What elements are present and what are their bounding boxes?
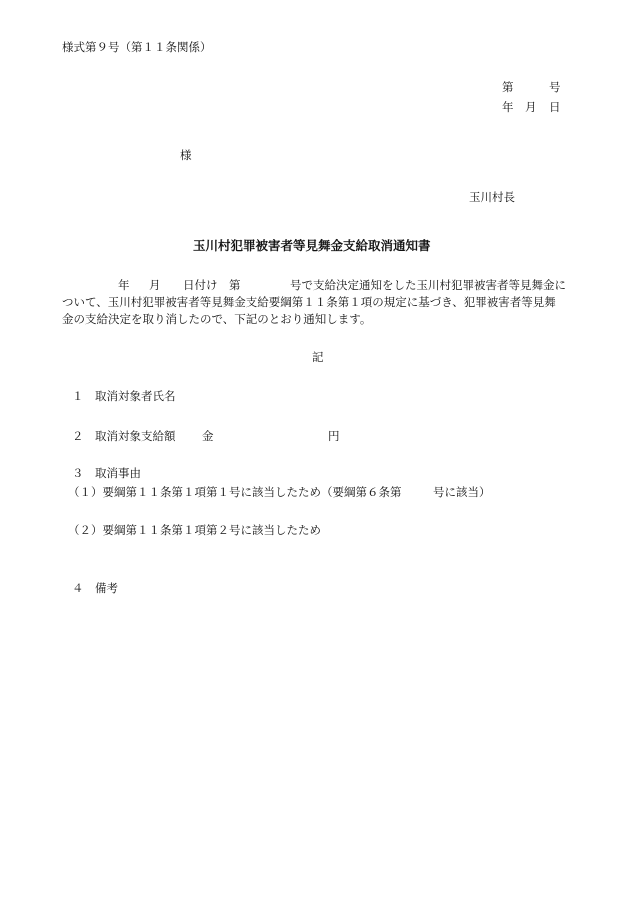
reason1-prefix: （１）要綱第１１条第１項第１号に該当したため（要綱第６条第	[68, 485, 402, 499]
body-line3: 金の支給決定を取り消したので、下記のとおり通知します。	[62, 312, 372, 326]
item3-label: ３ 取消事由	[72, 466, 141, 480]
item2-kin: 金	[202, 429, 214, 443]
recipient-suffix: 様	[180, 148, 192, 162]
date-month: 月	[525, 100, 537, 114]
reason2: （２）要綱第１１条第１項第２号に該当したため	[68, 523, 321, 537]
item2-label: ２ 取消対象支給額	[72, 429, 176, 443]
document-title: 玉川村犯罪被害者等見舞金支給取消通知書	[193, 238, 431, 253]
body-line1-rest: 号で支給決定通知をした玉川村犯罪被害者等見舞金に	[290, 278, 566, 292]
item2-yen: 円	[328, 429, 340, 443]
body-dai: 第	[229, 278, 241, 292]
date-day: 日	[549, 100, 561, 114]
body-month: 月	[149, 278, 161, 292]
form-id: 様式第９号（第１１条関係）	[62, 40, 212, 54]
body-day-dated: 日付け	[183, 278, 218, 292]
issuer: 玉川村長	[469, 190, 515, 204]
reason1-suffix: 号に該当）	[433, 485, 491, 499]
date-year: 年	[502, 100, 514, 114]
doc-number-dai: 第	[502, 80, 514, 94]
item1-label: １ 取消対象者氏名	[72, 389, 176, 403]
item4-label: ４ 備考	[72, 581, 118, 595]
body-line2: ついて、玉川村犯罪被害者等見舞金支給要綱第１１条第１項の規定に基づき、犯罪被害者等見舞	[62, 295, 556, 309]
ki-heading: 記	[312, 350, 324, 364]
body-year: 年	[118, 278, 130, 292]
doc-number-go: 号	[549, 80, 561, 94]
